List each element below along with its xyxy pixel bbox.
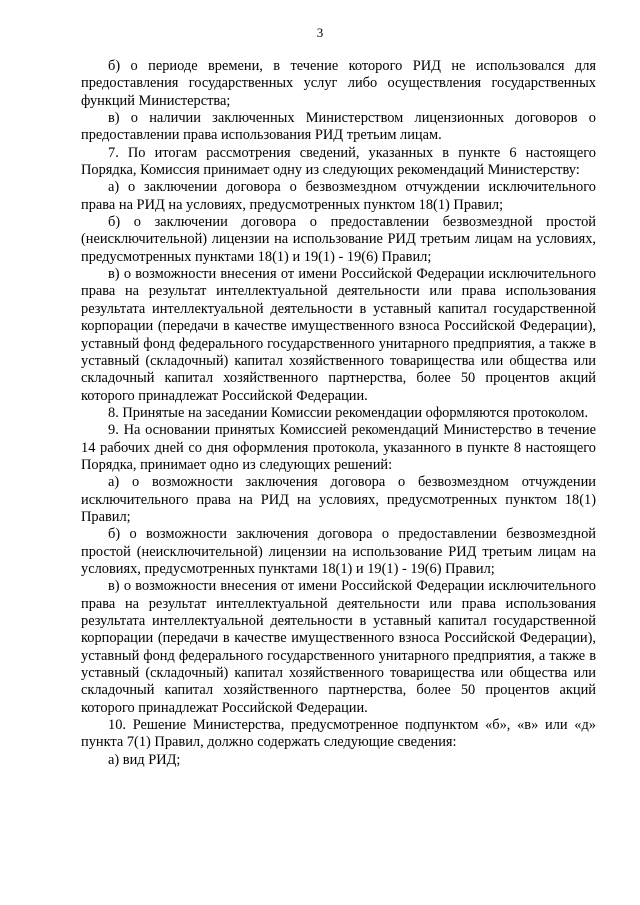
paragraph-7b: б) о заключении договора о предоставлении безвозмездной простой (неисключительной) лицензии на использование РИД третьим лицам на условиях, предусмотренных пунктами 18(1) и 19(1) - 19(6) Правил; <box>81 214 596 265</box>
paragraph-9b: б) о возможности заключения договора о предоставлении безвозмездной простой (неисключительной) лицензии на использование РИД третьим лицам на условиях, предусмотренных пунктами 18(1) и 19(1) - 19(6) Правил; <box>81 526 596 577</box>
paragraph-7: 7. По итогам рассмотрения сведений, указанных в пункте 6 настоящего Порядка, Комиссия принимает одну из следующих рекомендаций Министерству: <box>81 144 596 179</box>
paragraph-6b: б) о периоде времени, в течение которого РИД не использовался для предоставления государственных услуг либо осуществления государственных функций Министерства; <box>81 58 596 109</box>
paragraph-7a: а) о заключении договора о безвозмездном отчуждении исключительного права на РИД на условиях, предусмотренных пунктом 18(1) Правил; <box>81 179 596 213</box>
document-body <box>81 58 596 769</box>
paragraph-9: 9. На основании принятых Комиссией рекомендаций Министерство в течение 14 рабочих дней со дня оформления протокола, указанного в пункте 8 настоящего Порядка, принимает одно из следующих решений: <box>81 422 596 473</box>
paragraph-7v: в) о возможности внесения от имени Российской Федерации исключительного права на результат интеллектуальной деятельности или права использования результата интеллектуальной деятельности в уставный капитал государственной корпорации (передачи в качестве имущественного взноса Российской Федерации), уставный фонд федерального государственного унитарного предприятия, а также в уставный (складочный) капитал хозяйственного товарищества или общества или складочный капитал хозяйственного партнерства, более 50 процентов акций которого принадлежат Российской Федерации. <box>81 266 596 404</box>
page-number: 3 <box>316 25 324 40</box>
paragraph-6v: в) о наличии заключенных Министерством лицензионных договоров о предоставлении права использования РИД третьим лицам. <box>81 110 596 144</box>
paragraph-10: 10. Решение Министерства, предусмотренное подпунктом «б», «в» или «д» пункта 7(1) Правил, должно содержать следующие сведения: <box>81 717 596 751</box>
paragraph-8: 8. Принятые на заседании Комиссии рекомендации оформляются протоколом. <box>108 404 589 421</box>
paragraph-9a: а) о возможности заключения договора о безвозмездном отчуждении исключительного права на РИД на условиях, предусмотренных пунктом 18(1) Правил; <box>81 474 596 525</box>
paragraph-9v: в) о возможности внесения от имени Российской Федерации исключительного права на результат интеллектуальной деятельности или права использования результата интеллектуальной деятельности в уставный капитал государственной корпорации (передачи в качестве имущественного взноса Российской Федерации), уставный фонд федерального государственного унитарного предприятия, а также в уставный (складочный) капитал хозяйственного товарищества или общества или складочный капитал хозяйственного партнерства, более 50 процентов акций которого принадлежат Российской Федерации. <box>81 578 596 716</box>
paragraph-10a: а) вид РИД; <box>108 751 181 768</box>
